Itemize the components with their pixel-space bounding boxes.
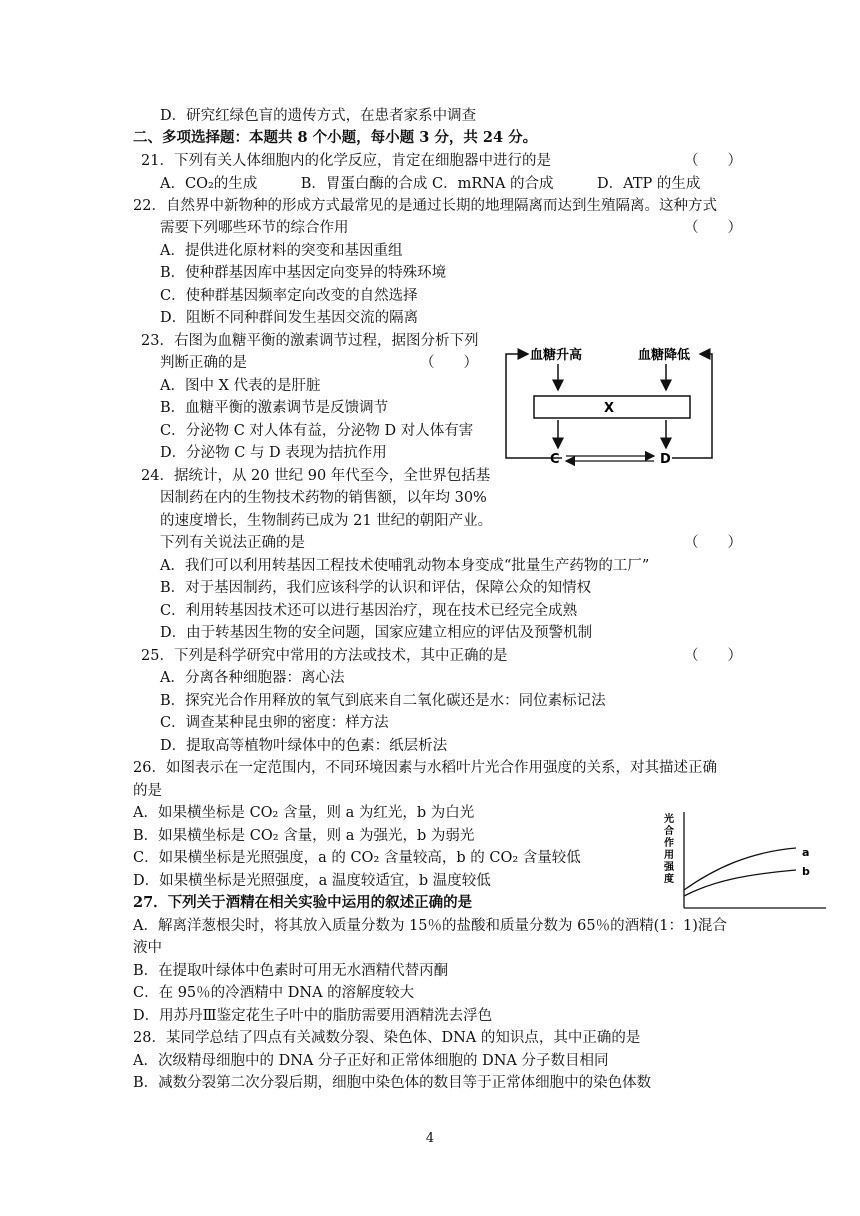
svg-text:度: 度 (664, 874, 674, 885)
section-2-heading: 二、多项选择题：本题共 8 个小题，每小题 3 分，共 24 分。 (133, 129, 538, 146)
q24-stem: 24．据统计，从 20 世纪 90 年代至今，全世界包括基 (141, 468, 491, 484)
q27-option-b: B．在提取叶绿体中色素时可用无水酒精代替丙酮 (133, 963, 449, 979)
label-blood-sugar-rise: 血糖升高 (530, 348, 583, 363)
q23-stem: 23．右图为血糖平衡的激素调节过程，据图分析下列 (141, 333, 479, 349)
svg-text:用: 用 (664, 850, 674, 861)
q24-stem-4: 下列有关说法正确的是 (160, 535, 305, 551)
page-number: 4 (425, 1131, 435, 1146)
curve-b (684, 870, 796, 896)
q25-answer-blank: （ ） (684, 648, 742, 664)
q24-option-b: B．对于基因制药，我们应该科学的认识和评估，保障公众的知情权 (160, 580, 592, 596)
q22-stem: 22．自然界中新物种的形成方式最常见的是通过长期的地理隔离而达到生殖隔离。这种方式 (133, 198, 717, 214)
curve-a (684, 848, 796, 890)
q25-option-a: A．分离各种细胞器：离心法 (160, 670, 345, 686)
q26-option-a: A．如果横坐标是 CO₂ 含量，则 a 为红光，b 为白光 (133, 805, 475, 821)
svg-text:合: 合 (664, 826, 674, 837)
q23-answer-blank: （ ） (420, 355, 478, 371)
q23-stem-cont: 判断正确的是 (160, 355, 247, 371)
q23-option-b: B．血糖平衡的激素调节是反馈调节 (160, 400, 389, 416)
q24-stem-3: 的速度增长，生物制药已成为 21 世纪的朝阳产业。 (160, 513, 493, 529)
q24-option-a: A．我们可以利用转基因工程技术使哺乳动物本身变成“批量生产药物的工厂” (160, 558, 650, 574)
curve-b-label: b (802, 865, 810, 878)
q23-figure (500, 340, 725, 485)
q22-answer-blank: （ ） (684, 220, 742, 236)
q26-option-b: B．如果横坐标是 CO₂ 含量，则 a 为强光，b 为弱光 (133, 828, 475, 844)
q27-option-c: C．在 95％的冷酒精中 DNA 的溶解度较大 (133, 985, 415, 1001)
q23-option-d: D．分泌物 C 与 D 表现为拮抗作用 (160, 445, 387, 461)
q24-option-c: C．利用转基因技术还可以进行基因治疗，现在技术已经完全成熟 (160, 603, 578, 619)
q27-option-a: A．解离洋葱根尖时，将其放入质量分数为 15％的盐酸和质量分数为 65％的酒精(1：1)混合 (133, 918, 727, 934)
label-blood-sugar-fall: 血糖降低 (638, 348, 691, 363)
label-c: C (550, 452, 560, 467)
q26-stem: 26．如图表示在一定范围内，不同环境因素与水稻叶片光合作用强度的关系，对其描述正确 (133, 760, 717, 776)
q27-stem: 27．下列关于酒精在相关实验中运用的叙述正确的是 (133, 894, 473, 911)
svg-text:作: 作 (664, 838, 674, 849)
svg-text:光: 光 (664, 814, 674, 825)
q24-stem-2: 因制药在内的生物技术药物的销售额，以年均 30% (160, 490, 487, 506)
q20-option-d: D．研究红绿色盲的遗传方式，在患者家系中调查 (160, 108, 477, 124)
q25-option-c: C．调查某种昆虫卵的密度：样方法 (160, 715, 389, 731)
q26-stem-cont: 的是 (133, 783, 162, 799)
q28-option-a: A．次级精母细胞中的 DNA 分子正好和正常体细胞的 DNA 分子数目相同 (133, 1053, 609, 1069)
q21-answer-blank: （ ） (684, 153, 742, 169)
q28-stem: 28．某同学总结了四点有关减数分裂、染色体、DNA 的知识点，其中正确的是 (133, 1030, 641, 1046)
q21-options: A．CO₂的生成 B．胃蛋白酶的合成 C．mRNA 的合成 D．ATP 的生成 (160, 176, 701, 192)
q21-stem: 21．下列有关人体细胞内的化学反应，肯定在细胞器中进行的是 (141, 153, 551, 169)
q22-option-a: A．提供进化原材料的突变和基因重组 (160, 243, 403, 259)
q26-figure (660, 810, 830, 915)
q23-option-a: A．图中 X 代表的是肝脏 (160, 378, 321, 394)
q27-option-d: D．用苏丹Ⅲ鉴定花生子叶中的脂肪需要用酒精洗去浮色 (133, 1008, 493, 1024)
y-axis-label (663, 812, 675, 885)
label-d: D (660, 452, 671, 467)
svg-text:强: 强 (664, 862, 674, 873)
label-x: X (604, 401, 615, 416)
q25-option-d: D．提取高等植物叶绿体中的色素：纸层析法 (160, 738, 448, 754)
q22-option-b: B．使种群基因库中基因定向变异的特殊环境 (160, 265, 447, 281)
q26-option-d: D．如果横坐标是光照强度，a 温度较适宜，b 温度较低 (133, 873, 491, 889)
q25-stem: 25．下列是科学研究中常用的方法或技术，其中正确的是 (141, 648, 508, 664)
q22-stem-cont: 需要下列哪些环节的综合作用 (160, 220, 349, 236)
q22-option-d: D．阻断不同种群间发生基因交流的隔离 (160, 310, 419, 326)
q24-answer-blank: （ ） (684, 535, 742, 551)
q26-option-c: C．如果横坐标是光照强度，a 的 CO₂ 含量较高，b 的 CO₂ 含量较低 (133, 850, 581, 866)
q23-option-c: C．分泌物 C 对人体有益，分泌物 D 对人体有害 (160, 423, 474, 439)
curve-a-label: a (802, 846, 810, 859)
q24-option-d: D．由于转基因生物的安全问题，国家应建立相应的评估及预警机制 (160, 625, 593, 641)
q22-option-c: C．使种群基因频率定向改变的自然选择 (160, 288, 418, 304)
q27-option-a-cont: 液中 (133, 940, 162, 956)
q25-option-b: B．探究光合作用释放的氧气到底来自二氧化碳还是水：同位素标记法 (160, 693, 606, 709)
q28-option-b: B．减数分裂第二次分裂后期，细胞中染色体的数目等于正常体细胞中的染色体数 (133, 1075, 652, 1091)
